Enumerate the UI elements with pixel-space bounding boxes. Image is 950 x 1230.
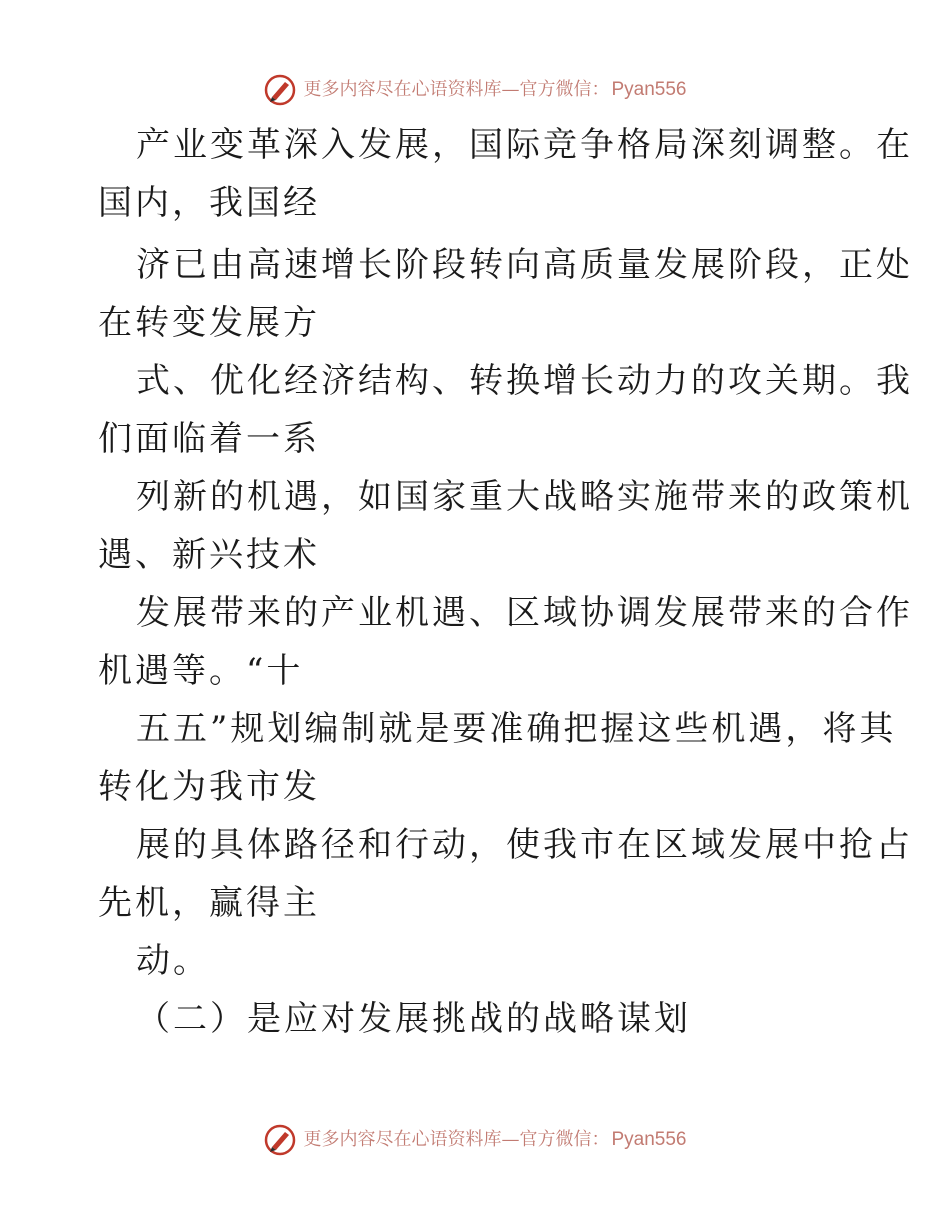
watermark-text: 更多内容尽在心语资料库—官方微信： xyxy=(303,1129,610,1150)
text-line: 国内，我国经 xyxy=(98,183,320,223)
pen-logo-icon xyxy=(263,73,297,107)
footer-watermark xyxy=(0,1120,950,1160)
text-line: 式、优化经济结构、转换增长动力的攻关期。我 xyxy=(136,361,913,401)
text-line: 们面临着一系 xyxy=(98,419,320,459)
text-line: 在转变发展方 xyxy=(98,303,320,343)
text-line: 产业变革深入发展，国际竞争格局深刻调整。在 xyxy=(136,125,913,165)
text-line: 先机，赢得主 xyxy=(98,883,320,923)
text-line: 发展带来的产业机遇、区域协调发展带来的合作 xyxy=(136,593,913,633)
watermark-handle: Pyan556 xyxy=(611,79,687,100)
text-line: 济已由高速增长阶段转向高质量发展阶段，正处 xyxy=(136,245,913,285)
section-heading: （二）是应对发展挑战的战略谋划 xyxy=(136,999,691,1039)
text-line: 遇、新兴技术 xyxy=(98,535,320,575)
text-line: 转化为我市发 xyxy=(98,767,320,807)
text-line: 五五”规划编制就是要准确把握这些机遇，将其 xyxy=(136,709,897,749)
text-line: 机遇等。“十 xyxy=(98,651,304,691)
header-watermark xyxy=(0,70,950,110)
text-line: 展的具体路径和行动，使我市在区域发展中抢占 xyxy=(136,825,913,865)
watermark-handle: Pyan556 xyxy=(611,1129,687,1150)
text-line: 列新的机遇，如国家重大战略实施带来的政策机 xyxy=(136,477,913,517)
text-line: 动。 xyxy=(136,941,210,981)
pen-logo-icon xyxy=(263,1123,297,1157)
watermark-text: 更多内容尽在心语资料库—官方微信： xyxy=(303,79,610,100)
